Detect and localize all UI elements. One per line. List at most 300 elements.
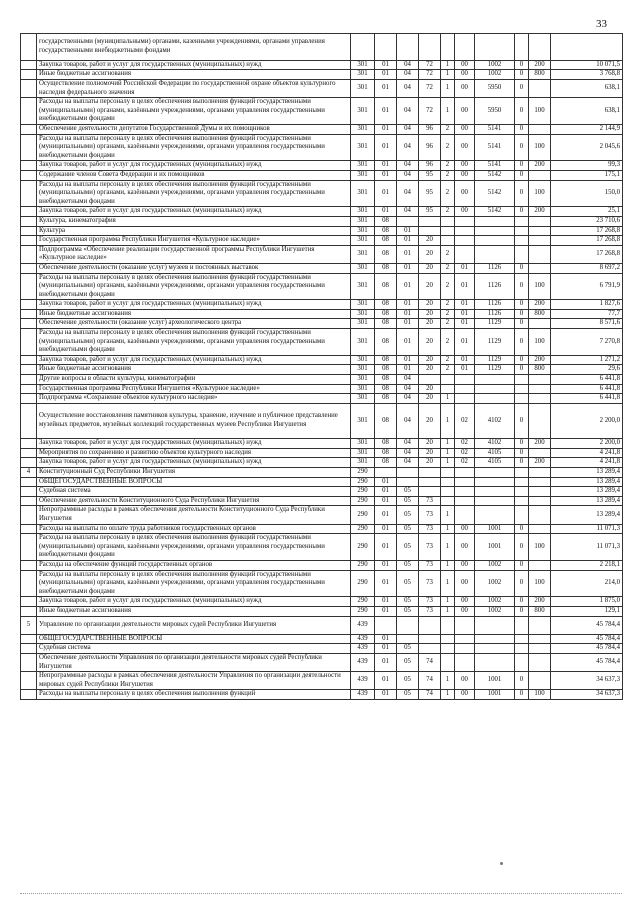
subsection-code-cell: 01 <box>397 329 419 356</box>
item-name-cell: ОБЩЕГОСУДАРСТВЕННЫЕ ВОПРОСЫ <box>37 477 351 487</box>
program-code-cell: 20 <box>419 300 441 310</box>
amount-cell: 175,1 <box>551 170 623 180</box>
ministry-code-cell: 301 <box>351 180 375 207</box>
amount-cell: 13 289,4 <box>551 487 623 497</box>
extra-code-cell: 0 <box>515 161 529 171</box>
ministry-code-cell: 301 <box>351 79 375 97</box>
row-number-cell <box>21 524 37 534</box>
row-number-cell <box>21 355 37 365</box>
ministry-code-cell: 301 <box>351 458 375 468</box>
table-row <box>21 207 623 217</box>
table-row <box>21 448 623 458</box>
amount-cell: 1 875,0 <box>551 597 623 607</box>
ministry-code-cell: 301 <box>351 329 375 356</box>
ministry-code-cell: 301 <box>351 245 375 263</box>
item-name-cell: Подпрограмма «Обеспечение реализации государственной программы Республики Ингушетия «Культурное наследие» <box>37 245 351 263</box>
row-number-cell <box>21 365 37 375</box>
table-row <box>21 506 623 524</box>
direction-code-cell <box>475 487 515 497</box>
extra-code-cell: 0 <box>515 439 529 449</box>
item-name-cell: Культура <box>37 226 351 236</box>
direction-code-cell: 5142 <box>475 170 515 180</box>
item-name-cell: Судебная система <box>37 487 351 497</box>
section-code-cell: 01 <box>375 534 397 561</box>
direction-code-cell: 1002 <box>475 597 515 607</box>
subprogram-code-cell: 1 <box>441 506 455 524</box>
expense-type-cell <box>529 124 551 134</box>
subsection-code-cell: 01 <box>397 236 419 246</box>
expense-type-cell: 200 <box>529 300 551 310</box>
program-code-cell <box>419 468 441 478</box>
direction-code-cell: 1126 <box>475 273 515 300</box>
subsection-code-cell: 01 <box>397 226 419 236</box>
subprogram-code-cell: 1 <box>441 672 455 690</box>
ministry-code-cell: 301 <box>351 207 375 217</box>
subsection-code-cell: 01 <box>397 245 419 263</box>
table-row <box>21 560 623 570</box>
subsection-code-cell: 04 <box>397 439 419 449</box>
subprogram-code-cell <box>441 653 455 671</box>
row-number-cell <box>21 207 37 217</box>
subsection-code-cell: 05 <box>397 496 419 506</box>
activity-code-cell: 00 <box>455 79 475 97</box>
section-code-cell: 01 <box>375 124 397 134</box>
subsection-code-cell: 04 <box>397 207 419 217</box>
table-row <box>21 524 623 534</box>
amount-cell: 638,1 <box>551 98 623 125</box>
subprogram-code-cell <box>441 34 455 61</box>
activity-code-cell: 00 <box>455 170 475 180</box>
item-name-cell: Закупка товаров, работ и услуг для государственных (муниципальных) нужд <box>37 458 351 468</box>
subsection-code-cell <box>397 634 419 644</box>
subsection-code-cell: 05 <box>397 672 419 690</box>
direction-code-cell: 1002 <box>475 606 515 616</box>
activity-code-cell: 01 <box>455 273 475 300</box>
row-number-cell <box>21 606 37 616</box>
subprogram-code-cell <box>441 616 455 634</box>
extra-code-cell: 0 <box>515 329 529 356</box>
direction-code-cell: 5950 <box>475 98 515 125</box>
amount-cell: 214,0 <box>551 570 623 597</box>
program-code-cell: 20 <box>419 448 441 458</box>
activity-code-cell: 00 <box>455 560 475 570</box>
program-code-cell <box>419 487 441 497</box>
table-row <box>21 273 623 300</box>
program-code-cell: 20 <box>419 329 441 356</box>
direction-code-cell: 1129 <box>475 319 515 329</box>
table-row <box>21 439 623 449</box>
row-number-cell <box>21 477 37 487</box>
subsection-code-cell: 05 <box>397 560 419 570</box>
item-name-cell: Иные бюджетные ассигнования <box>37 70 351 80</box>
expense-type-cell: 100 <box>529 329 551 356</box>
subsection-code-cell <box>397 468 419 478</box>
subsection-code-cell: 05 <box>397 606 419 616</box>
section-code-cell: 08 <box>375 300 397 310</box>
section-code-cell: 01 <box>375 570 397 597</box>
program-code-cell: 73 <box>419 560 441 570</box>
table-body <box>21 34 623 700</box>
extra-code-cell: 0 <box>515 365 529 375</box>
item-name-cell: Другие вопросы в области культуры, кинематографии <box>37 375 351 385</box>
amount-cell: 129,1 <box>551 606 623 616</box>
table-row <box>21 134 623 161</box>
subprogram-code-cell <box>441 496 455 506</box>
ministry-code-cell: 290 <box>351 468 375 478</box>
subsection-code-cell: 01 <box>397 365 419 375</box>
activity-code-cell: 00 <box>455 207 475 217</box>
item-name-cell: Закупка товаров, работ и услуг для государственных (муниципальных) нужд <box>37 300 351 310</box>
section-code-cell: 08 <box>375 394 397 404</box>
subprogram-code-cell: 1 <box>441 597 455 607</box>
program-code-cell <box>419 616 441 634</box>
program-code-cell: 20 <box>419 273 441 300</box>
section-code-cell: 01 <box>375 207 397 217</box>
item-name-cell: Расходы на выплаты персоналу в целях обеспечения выполнения функций государственными (муниципальными) органами, казёнными учреждениями, органами управления государственными внебюджетными фондами <box>37 570 351 597</box>
amount-cell: 13 289,4 <box>551 477 623 487</box>
program-code-cell: 72 <box>419 70 441 80</box>
table-row <box>21 309 623 319</box>
section-code-cell: 08 <box>375 439 397 449</box>
expense-type-cell <box>529 34 551 61</box>
subsection-code-cell: 05 <box>397 487 419 497</box>
program-code-cell: 20 <box>419 403 441 438</box>
item-name-cell: Осуществление восстановления памятников культуры, хранение, изучение и публичное представление музейных предметов, музейных коллекций государственных музеев Республики Ингушетия <box>37 403 351 438</box>
table-row <box>21 319 623 329</box>
section-code-cell: 01 <box>375 79 397 97</box>
extra-code-cell: 0 <box>515 690 529 700</box>
subprogram-code-cell <box>441 487 455 497</box>
item-name-cell: ОБЩЕГОСУДАРСТВЕННЫЕ ВОПРОСЫ <box>37 634 351 644</box>
subprogram-code-cell: 2 <box>441 319 455 329</box>
row-number-cell <box>21 319 37 329</box>
activity-code-cell: 00 <box>455 672 475 690</box>
extra-code-cell: 0 <box>515 309 529 319</box>
activity-code-cell <box>455 496 475 506</box>
activity-code-cell: 01 <box>455 329 475 356</box>
subsection-code-cell: 04 <box>397 180 419 207</box>
ministry-code-cell: 439 <box>351 653 375 671</box>
item-name-cell: Государственная программа Республики Ингушетия «Культурное наследие» <box>37 236 351 246</box>
program-code-cell: 74 <box>419 690 441 700</box>
extra-code-cell: 0 <box>515 355 529 365</box>
direction-code-cell <box>475 226 515 236</box>
ministry-code-cell: 301 <box>351 134 375 161</box>
table-row <box>21 70 623 80</box>
expense-type-cell: 200 <box>529 439 551 449</box>
activity-code-cell: 02 <box>455 458 475 468</box>
program-code-cell: 20 <box>419 319 441 329</box>
extra-code-cell <box>515 245 529 263</box>
activity-code-cell <box>455 644 475 654</box>
row-number-cell: 4 <box>21 468 37 478</box>
activity-code-cell: 02 <box>455 403 475 438</box>
activity-code-cell <box>455 226 475 236</box>
item-name-cell: Обеспечение деятельности Конституционного Суда Республики Ингушетия <box>37 496 351 506</box>
table-row <box>21 496 623 506</box>
program-code-cell: 73 <box>419 597 441 607</box>
row-number-cell <box>21 439 37 449</box>
activity-code-cell <box>455 236 475 246</box>
program-code-cell: 20 <box>419 439 441 449</box>
amount-cell: 6 441,8 <box>551 394 623 404</box>
amount-cell: 45 784,4 <box>551 653 623 671</box>
expense-type-cell <box>529 375 551 385</box>
amount-cell: 99,3 <box>551 161 623 171</box>
subsection-code-cell: 05 <box>397 644 419 654</box>
amount-cell: 13 289,4 <box>551 496 623 506</box>
amount-cell: 150,0 <box>551 180 623 207</box>
table-row <box>21 216 623 226</box>
section-code-cell: 08 <box>375 448 397 458</box>
section-code-cell: 01 <box>375 506 397 524</box>
section-code-cell <box>375 34 397 61</box>
expense-type-cell <box>529 468 551 478</box>
direction-code-cell: 1002 <box>475 60 515 70</box>
ministry-code-cell: 301 <box>351 403 375 438</box>
ministry-code-cell: 301 <box>351 263 375 273</box>
subsection-code-cell <box>397 34 419 61</box>
expense-type-cell: 100 <box>529 690 551 700</box>
row-number-cell <box>21 384 37 394</box>
ministry-code-cell: 290 <box>351 487 375 497</box>
subsection-code-cell: 01 <box>397 263 419 273</box>
extra-code-cell <box>515 216 529 226</box>
amount-cell: 2 218,1 <box>551 560 623 570</box>
table-row <box>21 236 623 246</box>
expense-type-cell <box>529 672 551 690</box>
section-code-cell: 01 <box>375 634 397 644</box>
amount-cell: 8 571,6 <box>551 319 623 329</box>
program-code-cell: 73 <box>419 570 441 597</box>
subsection-code-cell: 01 <box>397 355 419 365</box>
activity-code-cell: 00 <box>455 180 475 207</box>
ministry-code-cell: 301 <box>351 236 375 246</box>
row-number-cell <box>21 458 37 468</box>
direction-code-cell <box>475 506 515 524</box>
table-row <box>21 365 623 375</box>
direction-code-cell <box>475 394 515 404</box>
table-row <box>21 634 623 644</box>
ministry-code-cell: 290 <box>351 606 375 616</box>
activity-code-cell: 00 <box>455 60 475 70</box>
table-row <box>21 124 623 134</box>
extra-code-cell: 0 <box>515 207 529 217</box>
table-row <box>21 534 623 561</box>
expense-type-cell: 100 <box>529 570 551 597</box>
table-row <box>21 384 623 394</box>
program-code-cell: 20 <box>419 355 441 365</box>
subsection-code-cell <box>397 616 419 634</box>
expense-type-cell: 100 <box>529 273 551 300</box>
section-code-cell <box>375 468 397 478</box>
subprogram-code-cell: 1 <box>441 690 455 700</box>
table-row <box>21 570 623 597</box>
amount-cell: 45 784,4 <box>551 644 623 654</box>
amount-cell: 1 827,6 <box>551 300 623 310</box>
page-number: 33 <box>596 18 607 30</box>
section-code-cell: 01 <box>375 60 397 70</box>
direction-code-cell: 1129 <box>475 355 515 365</box>
activity-code-cell <box>455 394 475 404</box>
extra-code-cell: 0 <box>515 534 529 561</box>
subsection-code-cell: 04 <box>397 170 419 180</box>
program-code-cell: 20 <box>419 384 441 394</box>
extra-code-cell: 0 <box>515 570 529 597</box>
row-number-cell <box>21 496 37 506</box>
section-code-cell: 08 <box>375 273 397 300</box>
item-name-cell: Расходы на выплаты персоналу в целях обеспечения выполнения функций государственными (муниципальными) органами, казёнными учреждениями, органами управления государственными внебюджетными фондами <box>37 98 351 125</box>
expense-type-cell: 200 <box>529 597 551 607</box>
item-name-cell: государственными (муниципальными) органами, казенными учреждениями, органами управления государственными внебюджетными фондами <box>37 34 351 61</box>
direction-code-cell: 5142 <box>475 180 515 207</box>
row-number-cell <box>21 534 37 561</box>
row-number-cell <box>21 644 37 654</box>
activity-code-cell: 00 <box>455 70 475 80</box>
expense-type-cell <box>529 487 551 497</box>
activity-code-cell <box>455 653 475 671</box>
subprogram-code-cell: 2 <box>441 170 455 180</box>
subprogram-code-cell: 1 <box>441 570 455 597</box>
program-code-cell <box>419 375 441 385</box>
subsection-code-cell: 04 <box>397 124 419 134</box>
section-code-cell: 01 <box>375 487 397 497</box>
section-code-cell: 01 <box>375 161 397 171</box>
program-code-cell: 73 <box>419 524 441 534</box>
subsection-code-cell: 01 <box>397 309 419 319</box>
subprogram-code-cell: 1 <box>441 534 455 561</box>
extra-code-cell: 0 <box>515 134 529 161</box>
expense-type-cell: 200 <box>529 60 551 70</box>
subprogram-code-cell <box>441 634 455 644</box>
direction-code-cell: 4102 <box>475 403 515 438</box>
table-row <box>21 79 623 97</box>
row-number-cell <box>21 560 37 570</box>
row-number-cell <box>21 70 37 80</box>
row-number-cell <box>21 273 37 300</box>
subsection-code-cell: 04 <box>397 375 419 385</box>
row-number-cell <box>21 653 37 671</box>
item-name-cell: Обеспечение деятельности депутатов Государственной Думы и их помощников <box>37 124 351 134</box>
activity-code-cell: 00 <box>455 98 475 125</box>
activity-code-cell: 00 <box>455 606 475 616</box>
subsection-code-cell: 04 <box>397 161 419 171</box>
row-number-cell <box>21 403 37 438</box>
table-row <box>21 458 623 468</box>
ministry-code-cell: 301 <box>351 365 375 375</box>
table-row <box>21 597 623 607</box>
direction-code-cell: 1001 <box>475 672 515 690</box>
amount-cell: 23 710,6 <box>551 216 623 226</box>
expense-type-cell <box>529 524 551 534</box>
expense-type-cell <box>529 236 551 246</box>
activity-code-cell: 00 <box>455 570 475 597</box>
subprogram-code-cell: 1 <box>441 394 455 404</box>
item-name-cell: Расходы на выплаты персоналу в целях обеспечения выполнения функций государственными (муниципальными) органами, казёнными учреждениями, органами управления государственными внебюджетными фондами <box>37 534 351 561</box>
item-name-cell: Обеспечение деятельности (оказание услуг) музеев и постоянных выставок <box>37 263 351 273</box>
extra-code-cell <box>515 394 529 404</box>
table-row <box>21 403 623 438</box>
direction-code-cell <box>475 236 515 246</box>
extra-code-cell <box>515 496 529 506</box>
activity-code-cell <box>455 375 475 385</box>
direction-code-cell: 4105 <box>475 448 515 458</box>
table-row <box>21 394 623 404</box>
extra-code-cell <box>515 468 529 478</box>
subprogram-code-cell: 2 <box>441 300 455 310</box>
subprogram-code-cell: 1 <box>441 458 455 468</box>
row-number-cell <box>21 690 37 700</box>
expense-type-cell <box>529 477 551 487</box>
subprogram-code-cell: 2 <box>441 207 455 217</box>
subprogram-code-cell: 2 <box>441 309 455 319</box>
program-code-cell: 20 <box>419 263 441 273</box>
direction-code-cell: 5950 <box>475 79 515 97</box>
ministry-code-cell: 439 <box>351 644 375 654</box>
row-number-cell <box>21 124 37 134</box>
amount-cell: 2 045,6 <box>551 134 623 161</box>
subprogram-code-cell: 1 <box>441 403 455 438</box>
activity-code-cell: 01 <box>455 263 475 273</box>
subsection-code-cell: 04 <box>397 60 419 70</box>
extra-code-cell <box>515 236 529 246</box>
extra-code-cell: 0 <box>515 672 529 690</box>
row-number-cell <box>21 60 37 70</box>
expense-type-cell <box>529 263 551 273</box>
section-code-cell: 01 <box>375 644 397 654</box>
table-row <box>21 616 623 634</box>
direction-code-cell <box>475 468 515 478</box>
row-number-cell <box>21 672 37 690</box>
ministry-code-cell: 301 <box>351 319 375 329</box>
item-name-cell: Мероприятия по сохранению и развитию объектов культурного наследия <box>37 448 351 458</box>
subsection-code-cell: 05 <box>397 506 419 524</box>
expense-type-cell: 100 <box>529 134 551 161</box>
amount-cell: 4 241,8 <box>551 448 623 458</box>
program-code-cell <box>419 34 441 61</box>
expense-type-cell <box>529 634 551 644</box>
direction-code-cell <box>475 477 515 487</box>
program-code-cell <box>419 477 441 487</box>
row-number-cell <box>21 570 37 597</box>
extra-code-cell <box>515 487 529 497</box>
subprogram-code-cell: 2 <box>441 263 455 273</box>
amount-cell: 6 791,9 <box>551 273 623 300</box>
program-code-cell: 72 <box>419 79 441 97</box>
item-name-cell: Государственная программа Республики Ингушетия «Культурное наследие» <box>37 384 351 394</box>
ministry-code-cell: 301 <box>351 216 375 226</box>
subsection-code-cell: 05 <box>397 534 419 561</box>
amount-cell: 2 144,9 <box>551 124 623 134</box>
subprogram-code-cell: 1 <box>441 560 455 570</box>
program-code-cell: 20 <box>419 458 441 468</box>
ministry-code-cell: 301 <box>351 300 375 310</box>
direction-code-cell: 1126 <box>475 309 515 319</box>
subprogram-code-cell: 2 <box>441 365 455 375</box>
ministry-code-cell: 301 <box>351 226 375 236</box>
item-name-cell: Расходы на выплаты персоналу в целях обеспечения выполнения функций государственными (муниципальными) органами, казёнными учреждениями, органами управления государственными внебюджетными фондами <box>37 273 351 300</box>
direction-code-cell: 1002 <box>475 560 515 570</box>
section-code-cell: 08 <box>375 216 397 226</box>
extra-code-cell: 0 <box>515 180 529 207</box>
expense-type-cell <box>529 226 551 236</box>
direction-code-cell: 5141 <box>475 134 515 161</box>
activity-code-cell: 02 <box>455 448 475 458</box>
subprogram-code-cell <box>441 384 455 394</box>
program-code-cell <box>419 634 441 644</box>
amount-cell: 45 784,4 <box>551 634 623 644</box>
program-code-cell: 20 <box>419 394 441 404</box>
